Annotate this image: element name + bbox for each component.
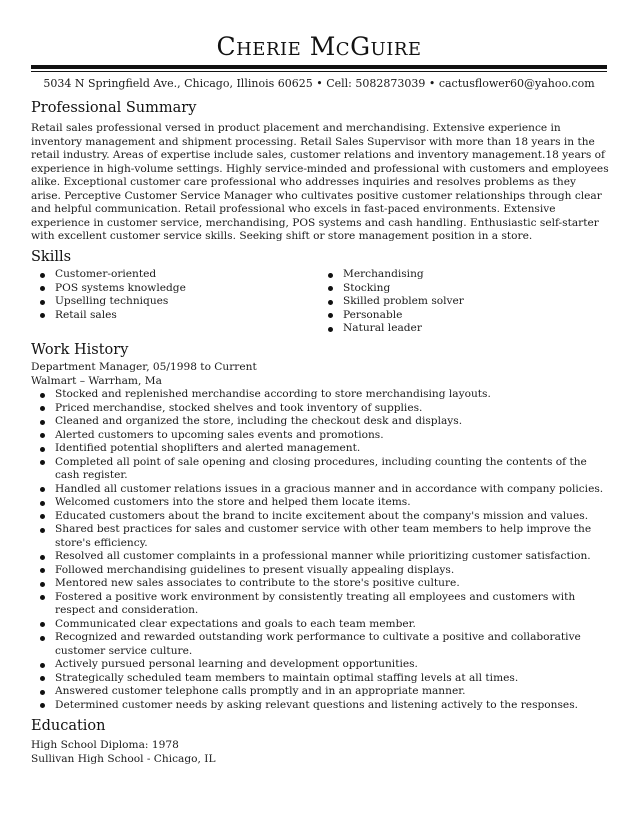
list-item: Personable [343,309,583,323]
list-item: Skilled problem solver [343,295,583,309]
company-line: Walmart – Warrham, Ma [31,374,162,387]
list-item: Identified potential shoplifters and alerted management. [55,442,610,456]
list-item: Handled all customer relations issues in a gracious manner and in accordance with company policies. [55,483,610,497]
skills-list-left [55,268,295,322]
list-item: Stocked and replenished merchandise according to store merchandising layouts. [55,388,610,402]
list-item: Determined customer needs by asking relevant questions and listening actively to the responses. [55,699,610,713]
list-item: POS systems knowledge [55,282,295,296]
education-heading: Education [31,718,106,734]
list-item: Natural leader [343,322,583,336]
list-item: Cleaned and organized the store, including the checkout desk and displays. [55,415,610,429]
candidate-name: Cherie McGuire [216,32,422,61]
list-item: Resolved all customer complaints in a professional manner while prioritizing customer satisfaction. [55,550,610,564]
list-item: Recognized and rewarded outstanding work performance to cultivate a positive and collaborative customer service culture. [55,631,610,658]
list-item: Welcomed customers into the store and helped them locate items. [55,496,610,510]
list-item: Answered customer telephone calls promptly and in an appropriate manner. [55,685,610,699]
summary-heading: Professional Summary [31,100,197,116]
contact-line: 5034 N Springfield Ave., Chicago, Illinois 60625 • Cell: 5082873039 • cactusflower60@yahoo.com [43,77,595,90]
list-item: Strategically scheduled team members to maintain optimal staffing levels at all times. [55,672,610,686]
skills-list-right [343,268,583,336]
education-school: Sullivan High School - Chicago, IL [31,752,216,765]
summary-text: Retail sales professional versed in product placement and merchandising. Extensive experience in inventory management and shipment processing. Retail Sales Supervisor with more than 18 years in the retail industry. Areas of expertise include sales, customer relations and inventory management.18 years of experience in high-volume settings. Highly service-minded and professional with customers and employees alike. Exceptional customer care professional who addresses inquiries and resolves problems as they arise. Perceptive Customer Service Manager who cultivates positive customer relationships through clear and helpful communication. Retail professional who excels in fast-paced environments. Extensive experience in customer service, merchandising, POS systems and cash handling. Enthusiastic self-starter with excellent customer service skills. Seeking shift or store management position in a store. [31,122,609,242]
list-item: Customer-oriented [55,268,295,282]
header-rule-thin [31,71,607,72]
list-item: Merchandising [343,268,583,282]
job-title-line: Department Manager, 05/1998 to Current [31,361,257,373]
list-item: Priced merchandise, stocked shelves and took inventory of supplies. [55,402,610,416]
education-degree: High School Diploma: 1978 [31,739,179,751]
list-item: Retail sales [55,309,295,323]
skills-heading: Skills [31,249,72,265]
list-item: Stocking [343,282,583,296]
list-item: Shared best practices for sales and customer service with other team members to help improve the store's efficiency. [55,523,610,550]
list-item: Completed all point of sale opening and closing procedures, including counting the contents of the cash register. [55,456,610,483]
list-item: Upselling techniques [55,295,295,309]
list-item: Alerted customers to upcoming sales events and promotions. [55,429,610,443]
work-heading: Work History [31,342,129,358]
header-rule-thick [31,65,607,69]
list-item: Mentored new sales associates to contribute to the store's positive culture. [55,577,610,591]
list-item: Fostered a positive work environment by consistently treating all employees and customers with respect and consideration. [55,591,610,618]
work-bullets [55,388,610,712]
list-item: Actively pursued personal learning and development opportunities. [55,658,610,672]
list-item: Followed merchandising guidelines to present visually appealing displays. [55,564,610,578]
list-item: Educated customers about the brand to incite excitement about the company's mission and values. [55,510,610,524]
list-item: Communicated clear expectations and goals to each team member. [55,618,610,632]
